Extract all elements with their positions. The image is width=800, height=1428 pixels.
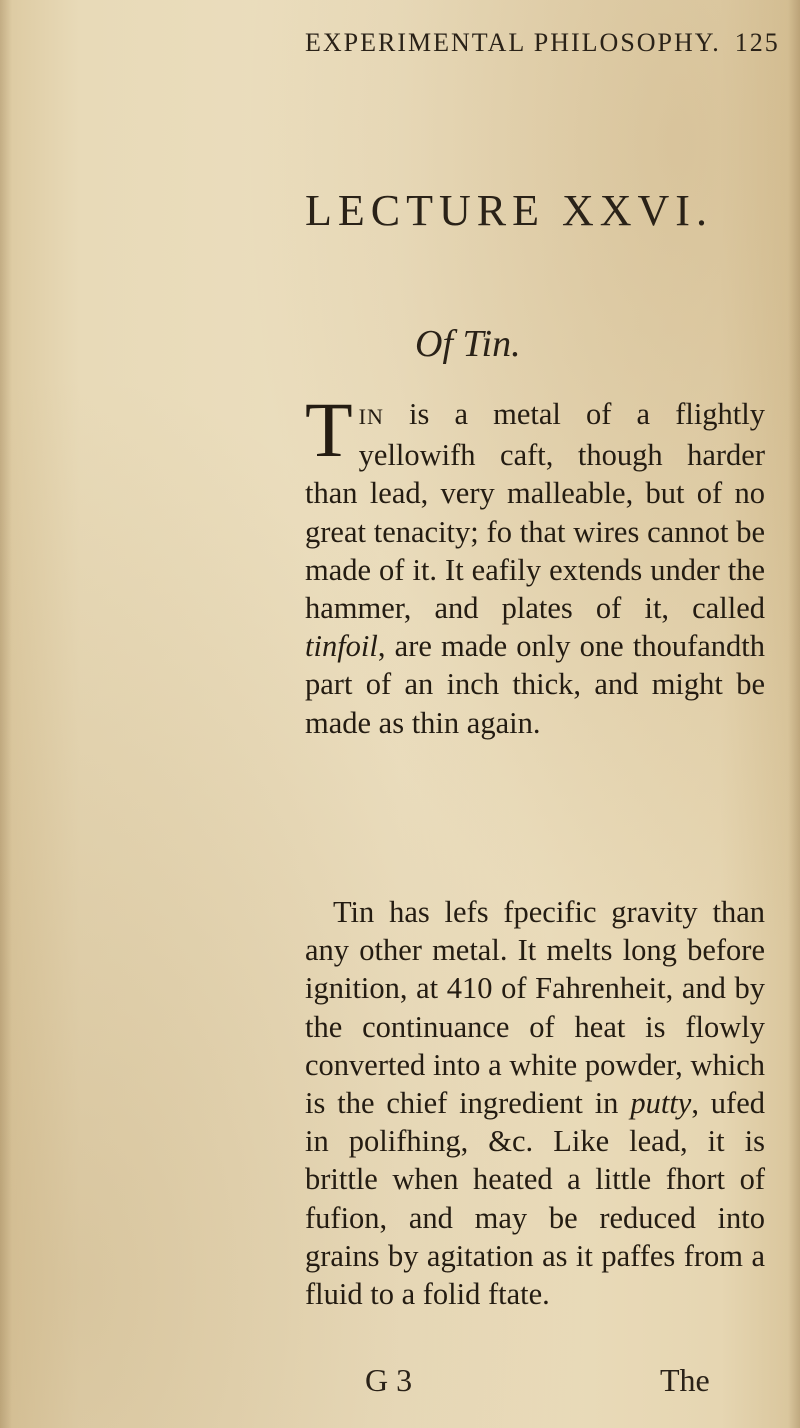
lecture-title: LECTURE XXVI. (305, 186, 713, 235)
running-head (305, 28, 780, 58)
running-title: EXPERIMENTAL PHILOSOPHY. (305, 28, 721, 57)
paragraph-1-text-a: is a metal of a flightly yellowifh caft, though harder than lead, very malleable, but of no great tenacity; fo that wires cannot be made of it. It eafily extends under the hammer, and plates of it, called (305, 397, 765, 626)
small-caps-lead: IN (358, 404, 384, 429)
paragraph-1-italic-term: tinfoil (305, 629, 378, 664)
chapter-subtitle: Of Tin. (415, 323, 521, 365)
page-number: 125 (734, 28, 780, 57)
paragraph-2-text-a: Tin has lefs fpecific gravity than any other metal. It melts long before ignition, at 410 of Fahrenheit, and by the continuance of heat is flowly converted into a white powder, which is the chief ingredient in (305, 895, 765, 1121)
drop-cap: T (305, 386, 353, 473)
page-edge-right (788, 0, 800, 1428)
paragraph-2-italic-term: putty (630, 1086, 692, 1121)
signature-mark: G 3 (365, 1362, 413, 1398)
paragraph-1 (305, 386, 765, 742)
page-edge-left (0, 0, 12, 1428)
paragraph-2-text-b: , ufed in polifhing, &c. Like lead, it is brittle when heated a little fhort of fufion, and may be reduced into grains by agitation as it paffes from a fluid to a folid ftate. (305, 1086, 766, 1312)
paragraph-2 (305, 893, 765, 1313)
catchword: The (660, 1362, 710, 1398)
paragraph-1-text-b: , are made only one thoufandth part of an inch thick, and might be made as thin again. (305, 629, 765, 740)
